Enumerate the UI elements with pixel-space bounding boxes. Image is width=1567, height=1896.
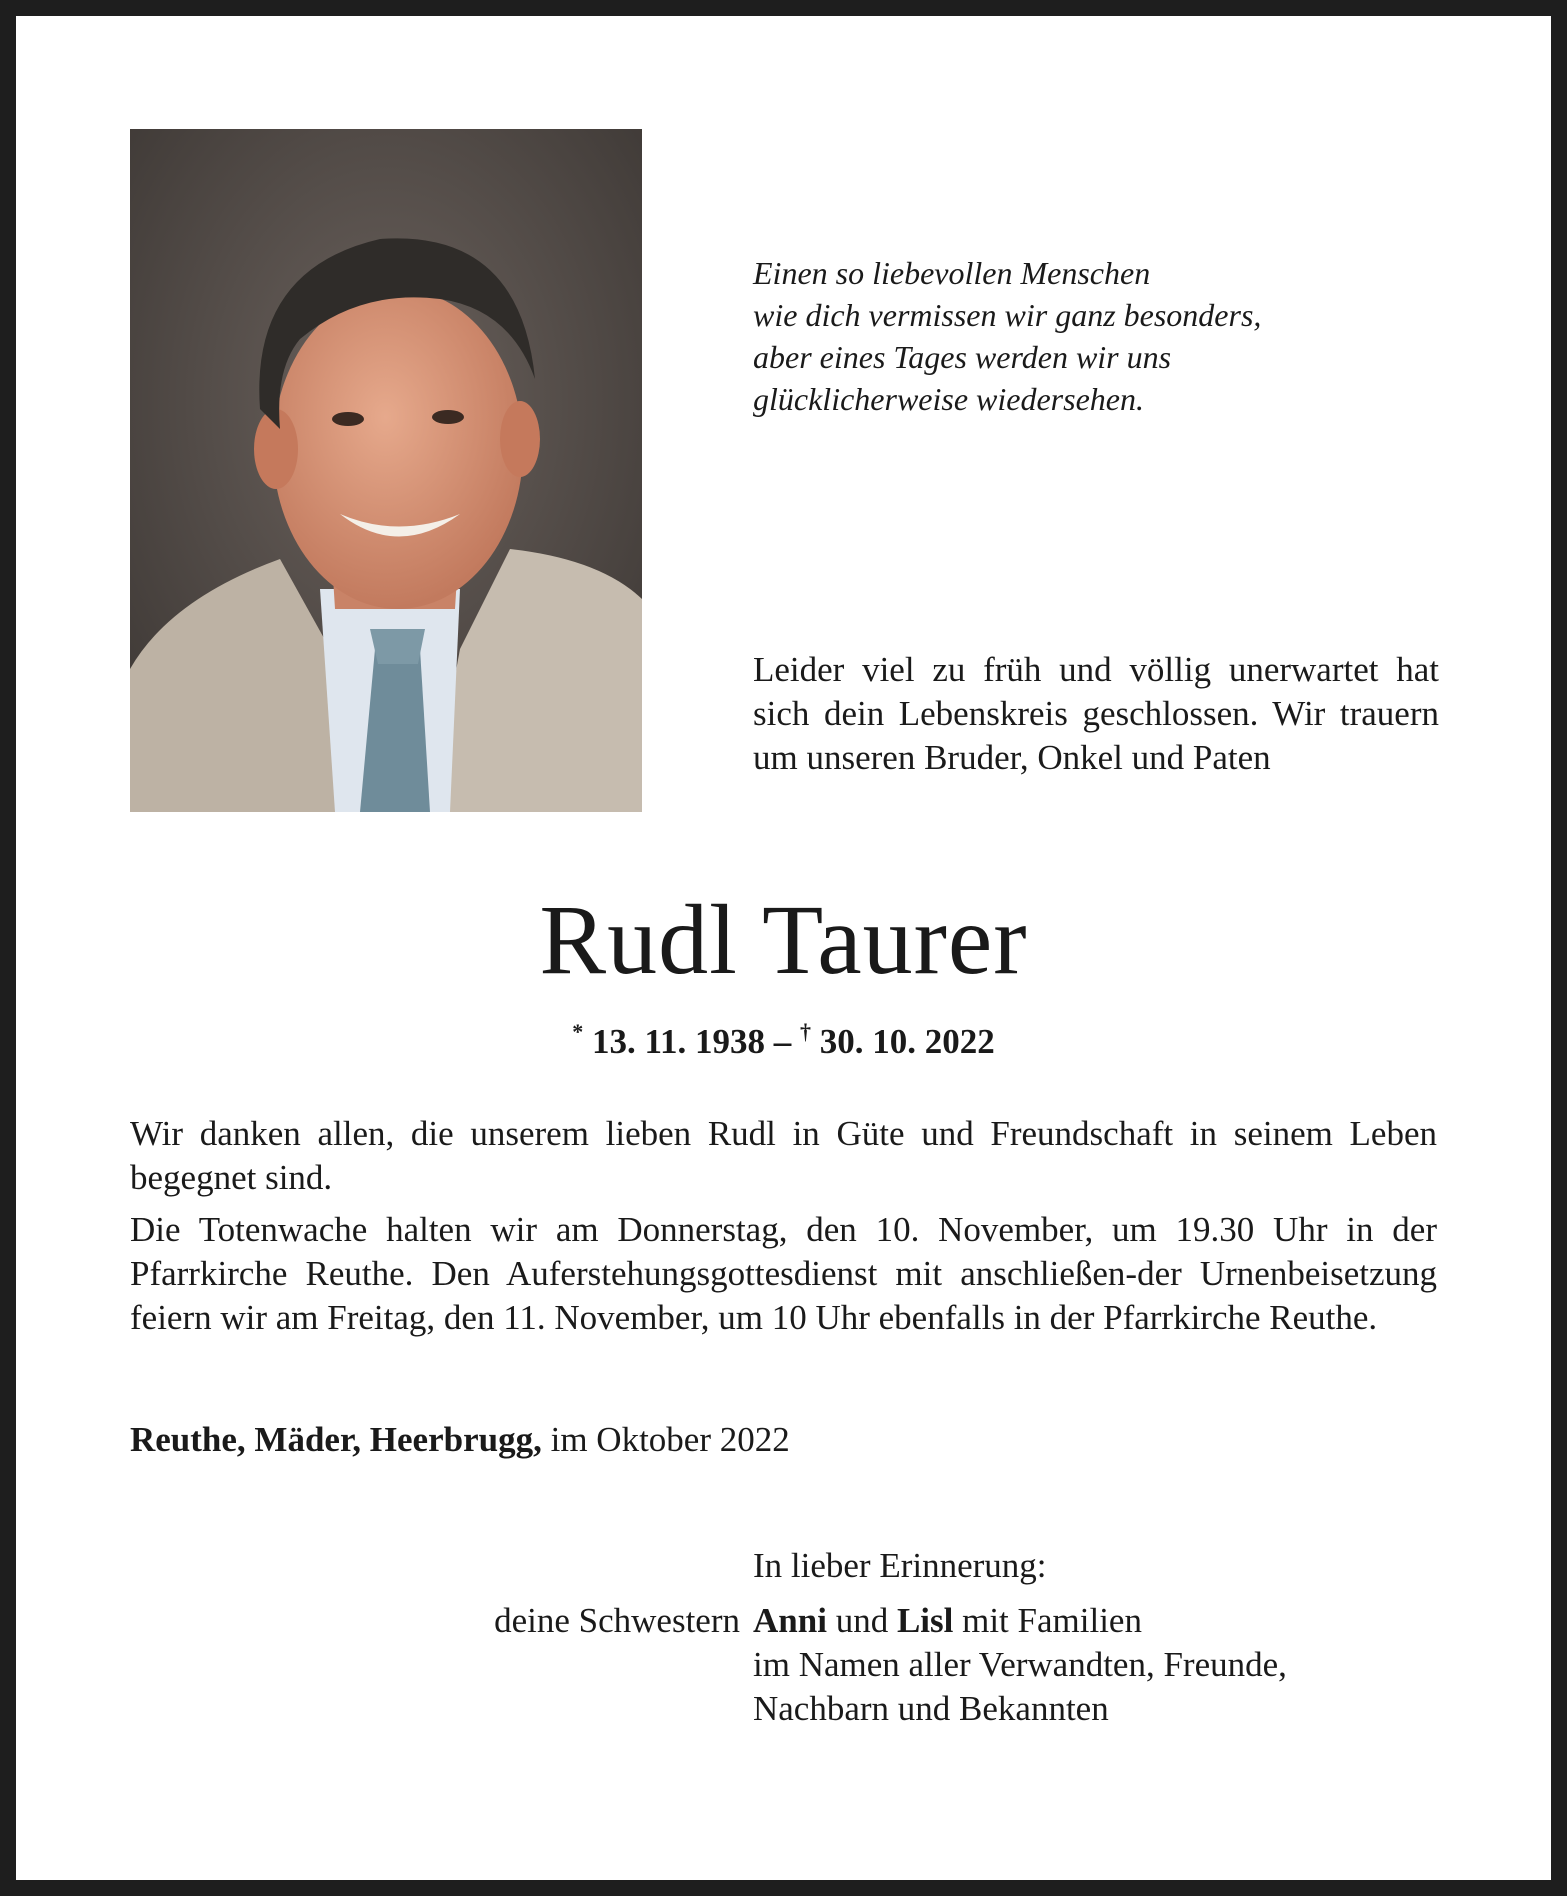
- sister-name-2: Lisl: [896, 1601, 954, 1640]
- and-text: und: [826, 1601, 897, 1640]
- birth-symbol: *: [572, 1019, 584, 1044]
- birth-date: 13. 11. 1938: [591, 1022, 766, 1061]
- intro-text: Leider viel zu früh und völlig unerwartet hat sich dein Lebenskreis geschlossen. Wir trauern um unseren Bruder, Onkel und Paten: [753, 650, 1439, 777]
- place-date: [130, 1418, 1130, 1462]
- service-paragraph: Die Totenwache halten wir am Donnerstag, den 10. November, um 19.30 Uhr in der Pfarrkirche Reuthe. Den Auferstehungsgottesdienst mit anschließen-der Urnenbeisetzung feiern wir am Freitag, den 11. November, um 10 Uhr ebenfalls in der Pfarrkirche Reuthe.: [130, 1210, 1437, 1337]
- death-symbol: †: [800, 1019, 812, 1044]
- siblings-line: [753, 1599, 1443, 1643]
- mourners-list: [753, 1599, 1443, 1731]
- relatives-line: im Namen aller Verwandten, Freunde,: [753, 1645, 1287, 1684]
- month-year: im Oktober 2022: [541, 1420, 790, 1459]
- announcement-body: [130, 1112, 1437, 1348]
- sister-name-1: Anni: [753, 1601, 827, 1640]
- portrait-photo: [130, 129, 642, 812]
- memorial-quote: Einen so liebevollen Menschen wie dich vermissen wir ganz besonders, aber eines Tages werden wir uns glücklicherweise wiedersehen.: [753, 255, 1262, 417]
- deceased-name: Rudl Taurer: [539, 884, 1028, 995]
- date-separator: –: [765, 1022, 801, 1061]
- life-dates: [0, 1010, 1567, 1064]
- neighbors-line: Nachbarn und Bekannten: [753, 1689, 1109, 1728]
- signoff-label: In lieber Erinnerung:: [753, 1546, 1047, 1585]
- siblings-prefix: deine Schwestern: [494, 1601, 740, 1640]
- place-names: Reuthe, Mäder, Heerbrugg,: [130, 1420, 542, 1459]
- thanks-paragraph: Wir danken allen, die unserem lieben Rudl in Güte und Freundschaft in seinem Leben begegnet sind.: [130, 1114, 1437, 1197]
- families-text: mit Familien: [953, 1601, 1142, 1640]
- death-date: 30. 10. 2022: [819, 1022, 995, 1061]
